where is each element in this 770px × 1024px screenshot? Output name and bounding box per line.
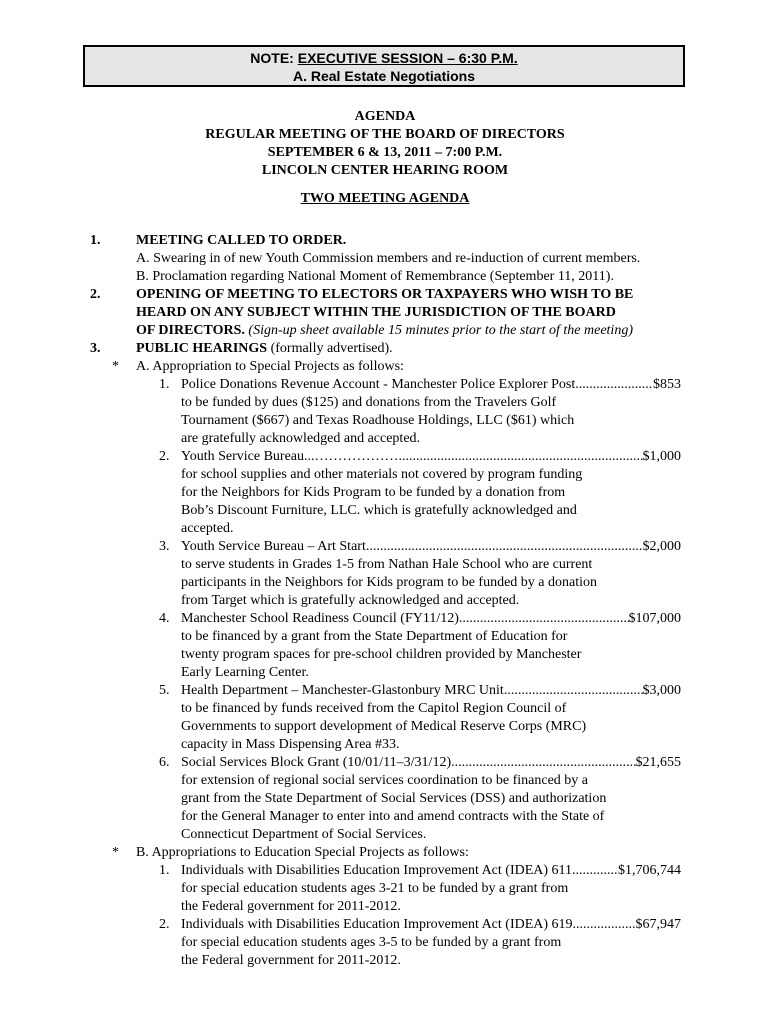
b-item-number: 2. — [159, 917, 170, 932]
signup-note: (Sign-up sheet available 15 minutes prior to the start of the meeting) — [244, 323, 633, 338]
agenda-header — [0, 108, 770, 208]
item-1-b: B. Proclamation regarding National Moment of Remembrance (September 11, 2011). — [136, 269, 614, 284]
a-item-desc: Governments to support development of Medical Reserve Corps (MRC) — [181, 719, 587, 734]
header-date: SEPTEMBER 6 & 13, 2011 – 7:00 P.M. — [267, 145, 503, 160]
a-item-title: Youth Service Bureau – Art Start ..... $2,000 — [181, 538, 681, 556]
a-item-title: Police Donations Revenue Account - Manchester Police Explorer Post ..... $853 — [181, 376, 681, 394]
item-3-title: PUBLIC HEARINGS (formally advertised). — [136, 341, 393, 356]
a-item-title: Manchester School Readiness Council (FY11/12) ..... $107,000 — [181, 610, 681, 628]
header-meeting: REGULAR MEETING OF THE BOARD OF DIRECTORS — [205, 127, 565, 142]
item-2-line-3: OF DIRECTORS. (Sign-up sheet available 15 minutes prior to the start of the meeting) — [136, 323, 633, 338]
amount: $1,000 — [642, 449, 681, 464]
item-1-a: A. Swearing in of new Youth Commission members and re-induction of current members. — [136, 251, 641, 266]
a-item-desc: Connecticut Department of Social Services. — [181, 827, 427, 842]
a-item-desc: to be funded by dues ($125) and donations from the Travelers Golf — [181, 395, 557, 410]
amount: $853 — [653, 377, 681, 392]
a-item-number: 6. — [159, 755, 170, 770]
amount: $2,000 — [642, 539, 681, 554]
a-item-number: 1. — [159, 377, 170, 392]
a-item-desc: participants in the Neighbors for Kids program to be funded by a donation — [181, 575, 598, 590]
a-item-desc: to serve students in Grades 1-5 from Nathan Hale School who are current — [181, 557, 593, 572]
b-item-number: 1. — [159, 863, 170, 878]
item-3-b: B. Appropriations to Education Special Projects as follows: — [136, 845, 469, 860]
a-item-number: 5. — [159, 683, 170, 698]
a-item-desc: grant from the State Department of Social Services (DSS) and authorization — [181, 791, 607, 806]
a-item-title: Health Department – Manchester-Glastonbury MRC Unit ..... $3,000 — [181, 682, 681, 700]
a-item-desc: Early Learning Center. — [181, 665, 309, 680]
star-marker: * — [112, 845, 119, 860]
a-item-desc: to be financed by funds received from the Capitol Region Council of — [181, 701, 567, 716]
a-item-number: 3. — [159, 539, 170, 554]
a-item-desc: for school supplies and other materials not covered by program funding — [181, 467, 583, 482]
item-3-a: A. Appropriation to Special Projects as follows: — [136, 359, 404, 374]
a-item-desc: for the Neighbors for Kids Program to be funded by a donation from — [181, 485, 566, 500]
amount: $107,000 — [628, 611, 681, 626]
a-item-desc: capacity in Mass Dispensing Area #33. — [181, 737, 400, 752]
amount: $3,000 — [642, 683, 681, 698]
item-1-title: MEETING CALLED TO ORDER. — [136, 233, 347, 248]
amount: $67,947 — [635, 917, 681, 932]
header-subtitle: TWO MEETING AGENDA — [300, 191, 470, 206]
star-marker: * — [112, 359, 119, 374]
b-item-desc: the Federal government for 2011-2012. — [181, 953, 401, 968]
a-item-title: Social Services Block Grant (10/01/11–3/31/12) ..... $21,655 — [181, 754, 681, 772]
b-item-desc: for special education students ages 3-5 to be funded by a grant from — [181, 935, 562, 950]
note-line-2: A. Real Estate Negotiations — [292, 68, 476, 84]
item-2-number: 2. — [90, 287, 101, 302]
amount: $1,706,744 — [618, 863, 681, 878]
item-3-number: 3. — [90, 341, 101, 356]
header-location: LINCOLN CENTER HEARING ROOM — [261, 163, 509, 178]
note-session-time: EXECUTIVE SESSION – 6:30 P.M. — [297, 50, 518, 66]
a-item-desc: to be financed by a grant from the State Department of Education for — [181, 629, 568, 644]
executive-session-note — [83, 45, 685, 87]
item-2-line-2: HEARD ON ANY SUBJECT WITHIN THE JURISDICTION OF THE BOARD — [136, 305, 616, 320]
b-item-title: Individuals with Disabilities Education Improvement Act (IDEA) 611 ..... $1,706,744 — [181, 862, 681, 880]
a-item-number: 2. — [159, 449, 170, 464]
a-item-desc: Bob’s Discount Furniture, LLC. which is gratefully acknowledged and — [181, 503, 577, 518]
b-item-title: Individuals with Disabilities Education Improvement Act (IDEA) 619 ..... $67,947 — [181, 916, 681, 934]
a-item-desc: accepted. — [181, 521, 234, 536]
a-item-desc: for the General Manager to enter into and amend contracts with the State of — [181, 809, 605, 824]
note-line-1: NOTE: EXECUTIVE SESSION – 6:30 P.M. — [250, 50, 518, 66]
a-item-desc: for extension of regional social services coordination to be financed by a — [181, 773, 589, 788]
b-item-desc: for special education students ages 3-21 to be funded by a grant from — [181, 881, 569, 896]
item-1-number: 1. — [90, 233, 101, 248]
a-item-desc: twenty program spaces for pre-school children provided by Manchester — [181, 647, 582, 662]
a-item-desc: Tournament ($667) and Texas Roadhouse Holdings, LLC ($61) which — [181, 413, 575, 428]
b-item-desc: the Federal government for 2011-2012. — [181, 899, 401, 914]
a-item-desc: are gratefully acknowledged and accepted. — [181, 431, 421, 446]
a-item-desc: from Target which is gratefully acknowledged and accepted. — [181, 593, 520, 608]
a-item-title: Youth Service Bureau...……………… ..... $1,000 — [181, 448, 681, 466]
a-item-number: 4. — [159, 611, 170, 626]
item-2-line-1: OPENING OF MEETING TO ELECTORS OR TAXPAYERS WHO WISH TO BE — [136, 287, 634, 302]
header-title: AGENDA — [354, 109, 416, 124]
amount: $21,655 — [635, 755, 681, 770]
